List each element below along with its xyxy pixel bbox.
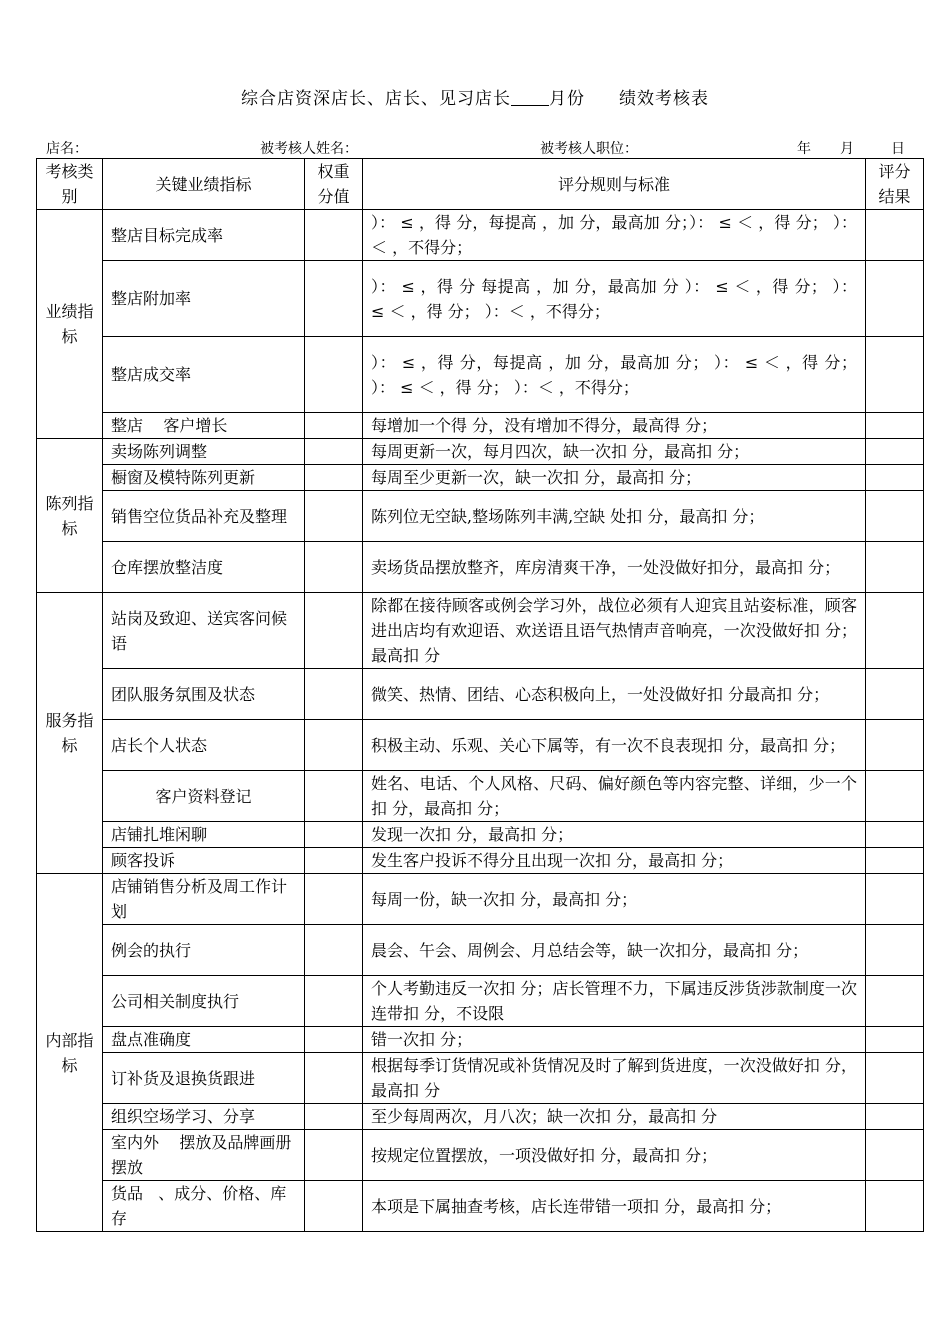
result-cell[interactable] [866, 337, 924, 413]
weight-cell[interactable] [305, 465, 363, 491]
category-cell: 内部指标 [37, 874, 103, 1232]
page-title [0, 84, 950, 109]
rule-cell: 卖场货品摆放整齐，库房清爽干净，一处没做好扣分，最高扣 分； [363, 542, 866, 593]
weight-cell[interactable] [305, 1181, 363, 1232]
result-cell[interactable] [866, 542, 924, 593]
rule-cell: 陈列位无空缺,整场陈列丰满,空缺 处扣 分，最高扣 分； [363, 491, 866, 542]
table-row [37, 976, 924, 1027]
header-category: 考核类别 [37, 159, 103, 210]
result-cell[interactable] [866, 669, 924, 720]
table-row [37, 1104, 924, 1130]
table-row [37, 337, 924, 413]
kpi-cell: 销售空位货品补充及整理 [103, 491, 305, 542]
weight-cell[interactable] [305, 1027, 363, 1053]
rule-cell: 除都在接待顾客或例会学习外，战位必须有人迎宾且站姿标准，顾客进出店均有欢迎语、欢送语且语气热情声音响亮，一次没做好扣 分；最高扣 分 [363, 593, 866, 669]
weight-cell[interactable] [305, 1130, 363, 1181]
table-row [37, 1130, 924, 1181]
result-cell[interactable] [866, 1104, 924, 1130]
table-row [37, 822, 924, 848]
weight-cell[interactable] [305, 1053, 363, 1104]
result-cell[interactable] [866, 210, 924, 261]
kpi-cell: 公司相关制度执行 [103, 976, 305, 1027]
rule-cell: 积极主动、乐观、关心下属等，有一次不良表现扣 分，最高扣 分； [363, 720, 866, 771]
result-cell[interactable] [866, 1130, 924, 1181]
result-cell[interactable] [866, 1053, 924, 1104]
table-row [37, 593, 924, 669]
table-row [37, 491, 924, 542]
month-blank [511, 89, 549, 106]
kpi-cell: 整店附加率 [103, 261, 305, 337]
kpi-cell: 店铺销售分析及周工作计划 [103, 874, 305, 925]
rule-cell: 微笑、热情、团结、心态积极向上，一处没做好扣 分最高扣 分； [363, 669, 866, 720]
kpi-cell: 店铺扎堆闲聊 [103, 822, 305, 848]
result-cell[interactable] [866, 439, 924, 465]
weight-cell[interactable] [305, 337, 363, 413]
kpi-cell: 整店目标完成率 [103, 210, 305, 261]
weight-cell[interactable] [305, 925, 363, 976]
kpi-cell: 组织空场学习、分享 [103, 1104, 305, 1130]
header-kpi: 关键业绩指标 [103, 159, 305, 210]
result-cell[interactable] [866, 1027, 924, 1053]
weight-cell[interactable] [305, 976, 363, 1027]
rule-cell: 根据每季订货情况或补货情况及时了解到货进度，一次没做好扣 分，最高扣 分 [363, 1053, 866, 1104]
table-row [37, 1027, 924, 1053]
assessment-table [36, 158, 924, 1232]
store-name-label: 店名： [46, 141, 88, 157]
rule-cell: 每周更新一次，每月四次，缺一次扣 分，最高扣 分； [363, 439, 866, 465]
weight-cell[interactable] [305, 413, 363, 439]
table-row [37, 771, 924, 822]
table-row [37, 261, 924, 337]
header-row [37, 159, 924, 210]
weight-cell[interactable] [305, 261, 363, 337]
assessee-position-label: 被考核人职位： [540, 141, 638, 157]
rule-cell: 发生客户投诉不得分且出现一次扣 分，最高扣 分； [363, 848, 866, 874]
rule-cell: 发现一次扣 分，最高扣 分； [363, 822, 866, 848]
date-year-label: 年 [797, 141, 811, 157]
table-row [37, 465, 924, 491]
result-cell[interactable] [866, 822, 924, 848]
date-month-label: 月 [840, 141, 854, 157]
weight-cell[interactable] [305, 848, 363, 874]
kpi-cell: 顾客投诉 [103, 848, 305, 874]
rule-cell: ）： ≤ ，得 分 每提高 ，加 分，最高加 分 ）： ≤ ＜ ，得 分； ）： ≤ ＜ ，得 分； ）：＜ ，不得分； [363, 261, 866, 337]
weight-cell[interactable] [305, 1104, 363, 1130]
kpi-cell: 室内外 摆放及品牌画册摆放 [103, 1130, 305, 1181]
date-day-label: 日 [891, 141, 905, 157]
table-row [37, 874, 924, 925]
result-cell[interactable] [866, 874, 924, 925]
kpi-cell: 货品 、成分、价格、库存 [103, 1181, 305, 1232]
kpi-cell: 整店 客户增长 [103, 413, 305, 439]
table-row [37, 1053, 924, 1104]
weight-cell[interactable] [305, 439, 363, 465]
weight-cell[interactable] [305, 491, 363, 542]
result-cell[interactable] [866, 976, 924, 1027]
title-suffix: 绩效考核表 [619, 89, 709, 109]
table-row [37, 925, 924, 976]
header-weight: 权重分值 [305, 159, 363, 210]
title-month-label: 月份 [549, 89, 585, 109]
result-cell[interactable] [866, 771, 924, 822]
weight-cell[interactable] [305, 542, 363, 593]
title-prefix: 综合店资深店长、店长、见习店长 [241, 89, 511, 109]
result-cell[interactable] [866, 593, 924, 669]
result-cell[interactable] [866, 261, 924, 337]
table-row [37, 413, 924, 439]
rule-cell: 个人考勤违反一次扣 分；店长管理不力，下属违反涉货涉款制度一次连带扣 分，不设限 [363, 976, 866, 1027]
kpi-cell: 整店成交率 [103, 337, 305, 413]
result-cell[interactable] [866, 491, 924, 542]
rule-cell: 每周一份，缺一次扣 分，最高扣 分； [363, 874, 866, 925]
rule-cell: 每周至少更新一次，缺一次扣 分，最高扣 分； [363, 465, 866, 491]
kpi-cell: 卖场陈列调整 [103, 439, 305, 465]
category-cell: 业绩指标 [37, 210, 103, 439]
rule-cell: 每增加一个得 分，没有增加不得分，最高得 分； [363, 413, 866, 439]
category-cell: 陈列指标 [37, 439, 103, 593]
rule-cell: 姓名、电话、个人风格、尺码、偏好颜色等内容完整、详细，少一个扣 分，最高扣 分； [363, 771, 866, 822]
result-cell[interactable] [866, 848, 924, 874]
weight-cell[interactable] [305, 720, 363, 771]
table-row [37, 439, 924, 465]
table-row [37, 1181, 924, 1232]
kpi-cell: 订补货及退换货跟进 [103, 1053, 305, 1104]
rule-cell: 按规定位置摆放，一项没做好扣 分，最高扣 分； [363, 1130, 866, 1181]
assessee-name-label: 被考核人姓名： [260, 141, 358, 157]
rule-cell: 错一次扣 分； [363, 1027, 866, 1053]
table-row [37, 669, 924, 720]
header-rules: 评分规则与标准 [363, 159, 866, 210]
rule-cell: 本项是下属抽查考核，店长连带错一项扣 分，最高扣 分； [363, 1181, 866, 1232]
kpi-cell: 站岗及致迎、送宾客问候语 [103, 593, 305, 669]
kpi-cell: 例会的执行 [103, 925, 305, 976]
kpi-cell: 盘点准确度 [103, 1027, 305, 1053]
table-row [37, 542, 924, 593]
weight-cell[interactable] [305, 771, 363, 822]
weight-cell[interactable] [305, 874, 363, 925]
kpi-cell: 团队服务氛围及状态 [103, 669, 305, 720]
weight-cell[interactable] [305, 210, 363, 261]
rule-cell: 至少每周两次，月八次；缺一次扣 分，最高扣 分 [363, 1104, 866, 1130]
kpi-cell: 橱窗及模特陈列更新 [103, 465, 305, 491]
rule-cell: ）： ≤ ，得 分，每提高 ，加 分，最高加 分； ）： ≤ ＜ ，得 分； ）： ≤ ＜ ，得 分； ）：＜ ，不得分； [363, 337, 866, 413]
weight-cell[interactable] [305, 593, 363, 669]
result-cell[interactable] [866, 720, 924, 771]
table-row [37, 210, 924, 261]
table-row [37, 848, 924, 874]
weight-cell[interactable] [305, 669, 363, 720]
result-cell[interactable] [866, 465, 924, 491]
rule-cell: 晨会、午会、周例会、月总结会等，缺一次扣分，最高扣 分； [363, 925, 866, 976]
header-result: 评分结果 [866, 159, 924, 210]
table-row [37, 720, 924, 771]
result-cell[interactable] [866, 1181, 924, 1232]
weight-cell[interactable] [305, 822, 363, 848]
category-cell: 服务指标 [37, 593, 103, 874]
kpi-cell: 客户资料登记 [103, 771, 305, 822]
rule-cell: ）： ≤ ，得 分，每提高 ，加 分，最高加 分；）： ≤ ＜ ，得 分； ）：＜ ，不得分； [363, 210, 866, 261]
result-cell[interactable] [866, 925, 924, 976]
kpi-cell: 店长个人状态 [103, 720, 305, 771]
kpi-cell: 仓库摆放整洁度 [103, 542, 305, 593]
result-cell[interactable] [866, 413, 924, 439]
